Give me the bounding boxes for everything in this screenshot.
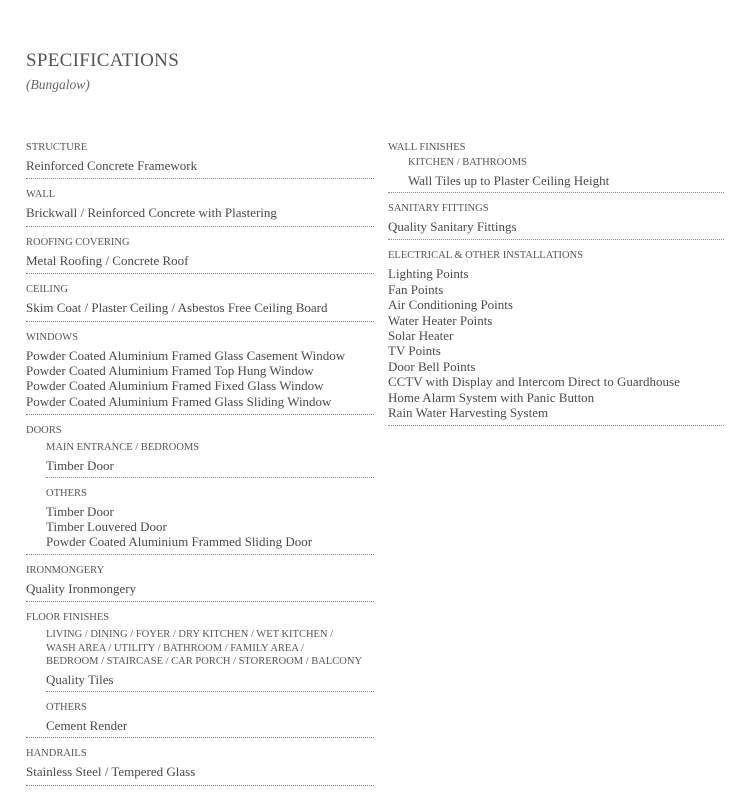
spec-item: TV Points <box>388 343 441 359</box>
spec-item: Brickwall / Reinforced Concrete with Plastering <box>26 205 277 221</box>
spec-item: Water Heater Points <box>388 312 493 328</box>
doors-subsections <box>26 441 374 550</box>
subsection-heading: MAIN ENTRANCE / BEDROOMS <box>46 442 200 454</box>
subsection-main-entrance <box>46 441 374 478</box>
spec-item: Skim Coat / Plaster Ceiling / Asbestos Free Ceiling Board <box>26 300 328 316</box>
section-heading: ROOFING COVERING <box>26 236 130 248</box>
spec-item: Cement Render <box>46 717 128 733</box>
spec-item: Solar Heater <box>388 327 454 343</box>
subsection-heading: BEDROOM / STAIRCASE / CAR PORCH / STOREROOM / BALCONY <box>46 656 363 668</box>
subsection-kitchen-bathrooms <box>408 156 724 188</box>
section-heading: DOORS <box>26 425 62 437</box>
spec-item: CCTV with Display and Intercom Direct to Guardhouse <box>388 374 680 390</box>
subsection-heading: OTHERS <box>46 488 87 500</box>
wall-finishes-subsections <box>388 156 724 188</box>
section-doors <box>26 424 374 555</box>
spec-item: Powder Coated Aluminium Framed Glass Sliding Window <box>26 393 332 409</box>
right-column <box>388 141 724 435</box>
section-ironmongery <box>26 564 374 602</box>
spec-item: Fan Points <box>388 281 444 297</box>
spec-item: Quality Ironmongery <box>26 580 137 596</box>
spec-item: Metal Roofing / Concrete Roof <box>26 252 189 268</box>
subsection-rooms <box>46 628 374 692</box>
subsection-heading: OTHERS <box>46 702 87 714</box>
spec-item: Powder Coated Aluminium Framed Top Hung Window <box>26 363 314 379</box>
section-heading: FLOOR FINISHES <box>26 612 110 624</box>
section-sanitary <box>388 202 724 240</box>
spec-item: Door Bell Points <box>388 358 476 374</box>
page-title: SPECIFICATIONS <box>26 50 180 71</box>
section-heading: WALL FINISHES <box>388 142 466 153</box>
subsection-heading: LIVING / DINING / FOYER / DRY KITCHEN / WET KITCHEN / <box>46 629 334 641</box>
section-heading: SANITARY FITTINGS <box>388 202 489 214</box>
spec-item: Powder Coated Aluminium Framed Fixed Glass Window <box>26 378 324 394</box>
spec-item: Timber Door <box>46 457 114 473</box>
section-ceiling <box>26 283 374 321</box>
section-heading: WALL <box>26 189 56 201</box>
section-wall-finishes <box>388 141 724 193</box>
spec-item: Lighting Points <box>388 266 469 282</box>
spec-item: Reinforced Concrete Framework <box>26 158 198 173</box>
spec-item: Air Conditioning Points <box>388 297 513 313</box>
section-heading: STRUCTURE <box>26 142 88 153</box>
page-subtitle: (Bungalow) <box>26 77 90 92</box>
spec-item: Quality Sanitary Fittings <box>388 218 517 234</box>
section-handrails <box>26 747 374 785</box>
section-heading: CEILING <box>26 284 68 296</box>
section-wall <box>26 188 374 226</box>
spec-item: Powder Coated Aluminium Frammed Sliding Door <box>46 534 313 550</box>
subsection-others <box>46 701 374 733</box>
spec-item: Rain Water Harvesting System <box>388 404 549 420</box>
section-heading: HANDRAILS <box>26 748 87 760</box>
spec-item: Powder Coated Aluminium Framed Glass Casement Window <box>26 347 346 363</box>
left-column <box>26 141 374 795</box>
spec-item: Quality Tiles <box>46 671 114 687</box>
section-roofing <box>26 236 374 274</box>
spec-item: Wall Tiles up to Plaster Ceiling Height <box>408 172 610 188</box>
section-heading: WINDOWS <box>26 331 78 343</box>
floor-subsections <box>26 628 374 733</box>
spec-item: Home Alarm System with Panic Button <box>388 389 595 405</box>
section-structure <box>26 141 374 179</box>
section-electrical <box>388 249 724 426</box>
section-heading: IRONMONGERY <box>26 564 105 576</box>
spec-item: Timber Door <box>46 503 114 519</box>
spec-item: Timber Louvered Door <box>46 519 167 535</box>
subsection-heading: WASH AREA / UTILITY / BATHROOM / FAMILY AREA / <box>46 642 304 654</box>
section-windows <box>26 331 374 416</box>
subsection-heading: KITCHEN / BATHROOMS <box>408 157 528 168</box>
spec-item: Stainless Steel / Tempered Glass <box>26 764 196 780</box>
subsection-others <box>46 487 374 550</box>
section-heading: ELECTRICAL & OTHER INSTALLATIONS <box>388 250 584 262</box>
section-floor-finishes <box>26 611 374 738</box>
